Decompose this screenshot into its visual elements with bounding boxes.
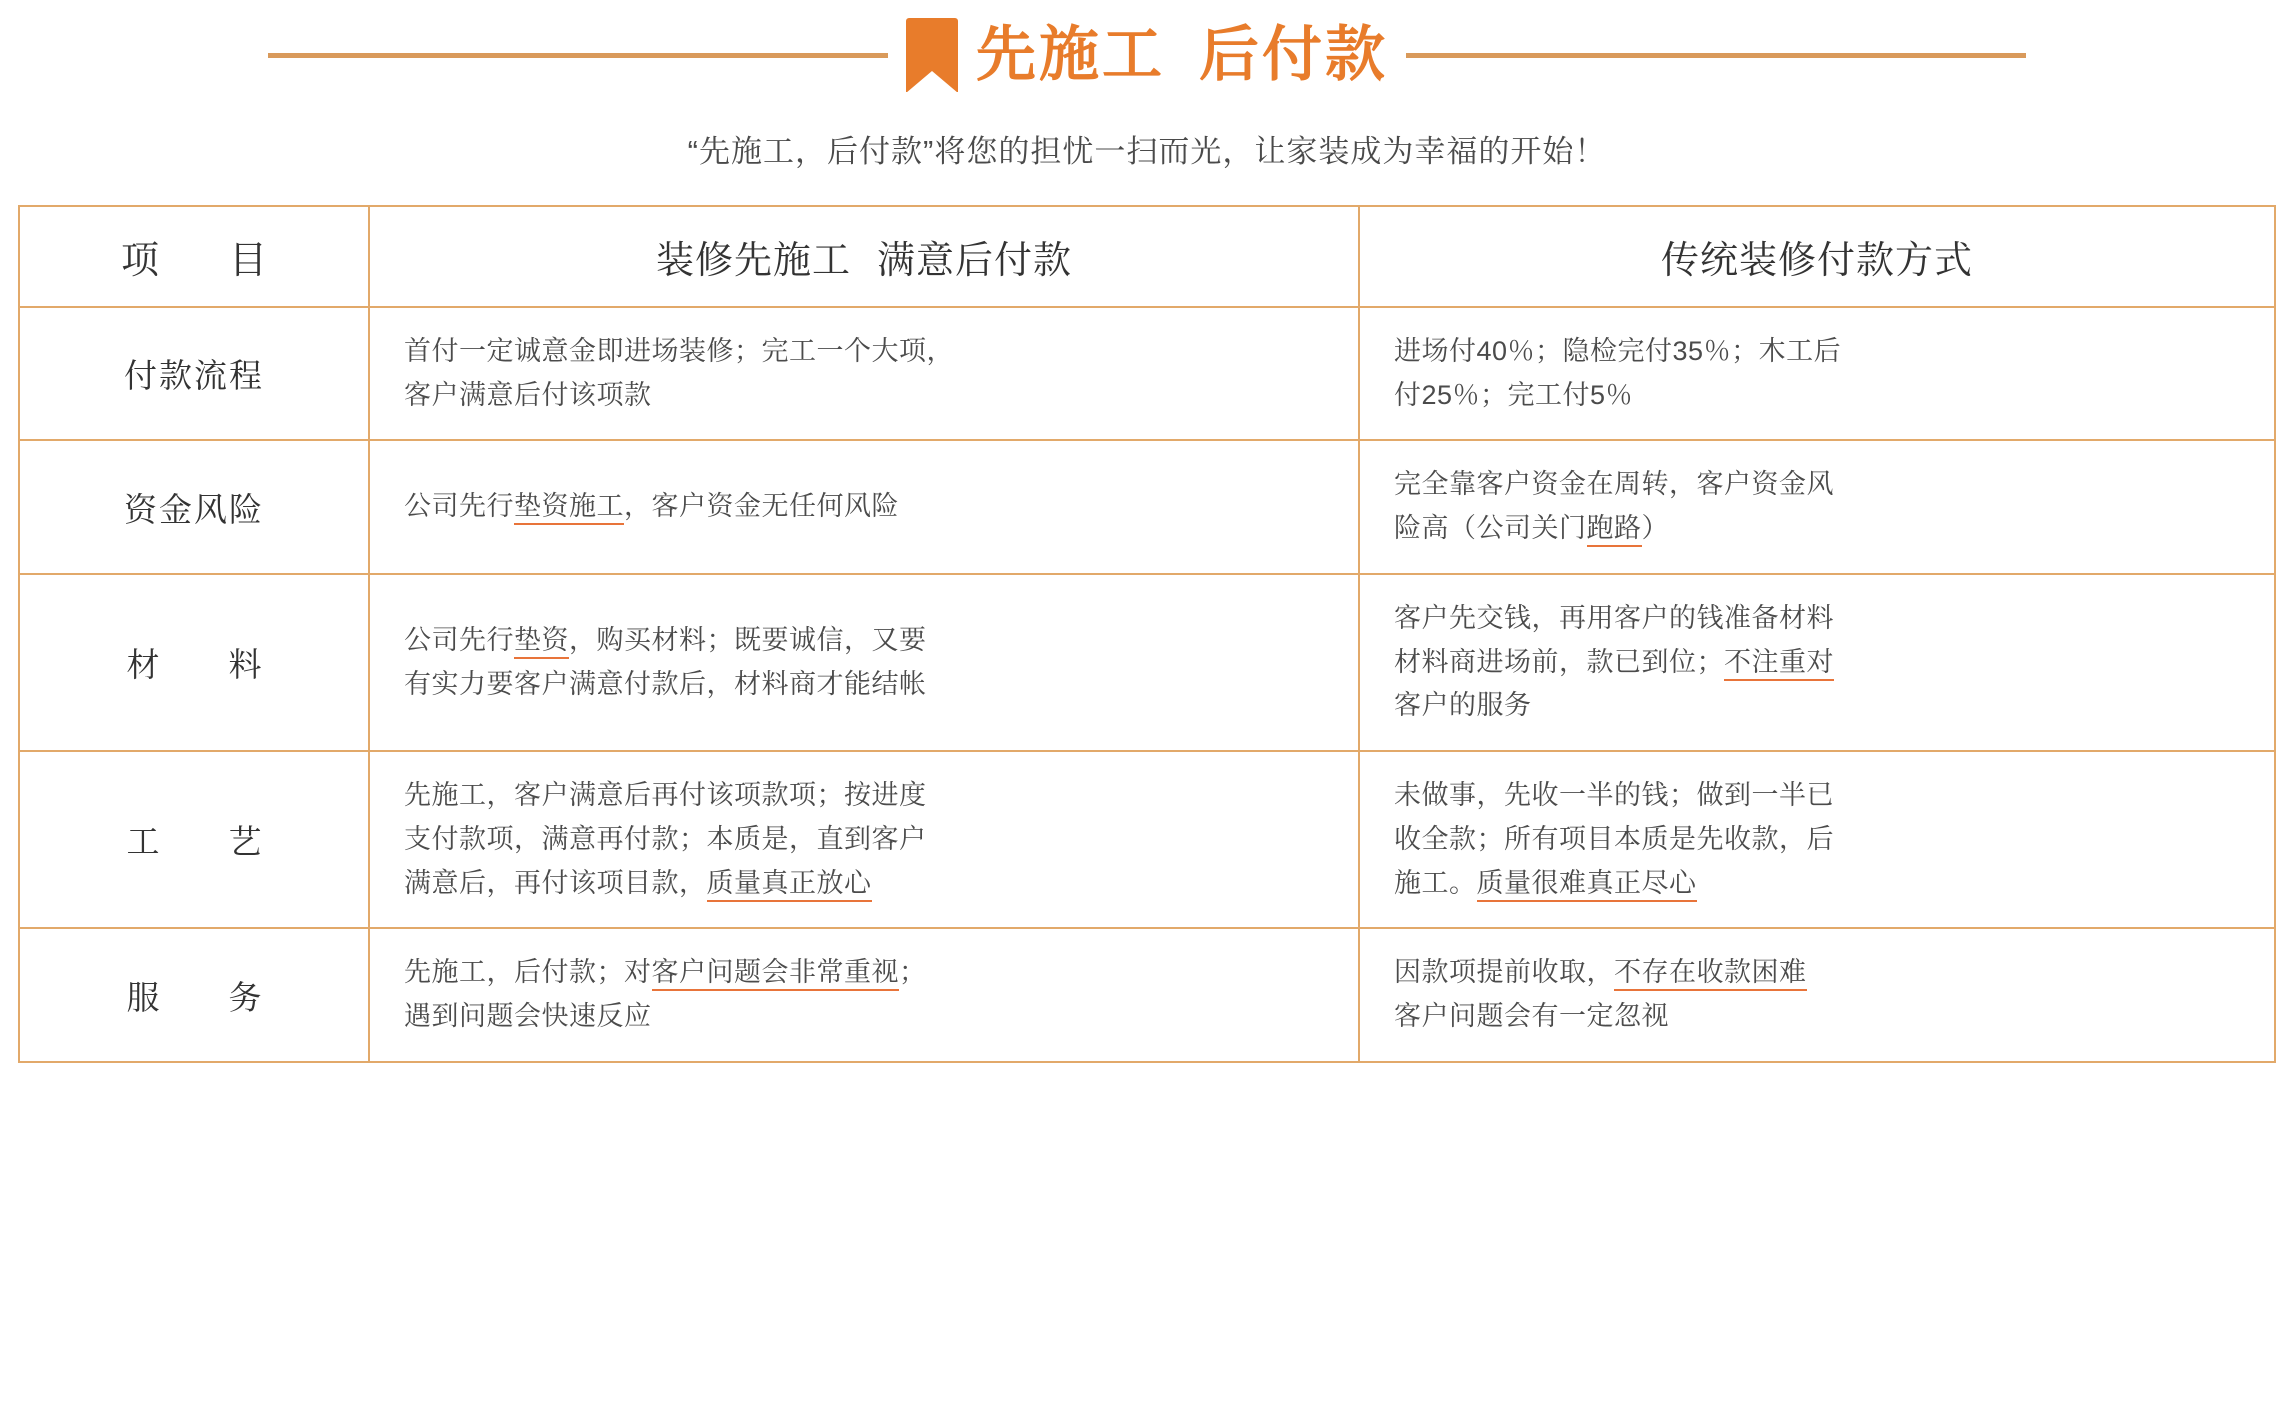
- new-way-emphasis: 垫资: [514, 625, 569, 659]
- new-way-text: [404, 774, 1324, 905]
- table-row: [19, 928, 2275, 1061]
- old-way-line-text: 材料商进场前，款已到位；: [1394, 646, 1724, 677]
- page-subtitle: “先施工，后付款”将您的担忧一扫而光，让家装成为幸福的开始！: [687, 134, 1607, 169]
- page-header: [0, 0, 2294, 110]
- page-title-part1: 先施工: [976, 21, 1165, 88]
- old-way-emphasis: 跑路: [1587, 513, 1642, 547]
- row-old-way-cell: [1359, 751, 2275, 928]
- row-label: 工 艺: [126, 823, 280, 861]
- new-way-line-text: 满意后，再付该项目款，: [404, 867, 707, 898]
- old-way-line: [1394, 774, 2240, 818]
- table-header-row: [19, 206, 2275, 307]
- table-body: [19, 307, 2275, 1062]
- new-way-line: [404, 619, 1324, 663]
- header-cell-new-way: [369, 206, 1359, 307]
- row-label: 付款流程: [124, 357, 264, 395]
- row-new-way-cell: [369, 307, 1359, 440]
- new-way-text: [404, 951, 1324, 1038]
- new-way-line: [404, 951, 1324, 995]
- new-way-text: [404, 485, 1324, 529]
- header-item-label: 项 目: [120, 240, 283, 282]
- header-cell-old-way: [1359, 206, 2275, 307]
- table-row: [19, 440, 2275, 573]
- new-way-line-text: 遇到问题会快速反应: [404, 1001, 652, 1032]
- header-old-way-label: 传统装修付款方式: [1660, 240, 1973, 282]
- comparison-table-wrapper: [0, 205, 2294, 1063]
- old-way-line: [1394, 597, 2240, 641]
- new-way-line-tail: ，购买材料；既要诚信，又要: [569, 624, 927, 655]
- old-way-line-text: 未做事，先收一半的钱；做到一半已: [1394, 780, 1834, 811]
- old-way-line: [1394, 330, 2240, 374]
- header-rule-left: [268, 53, 888, 58]
- new-way-text: [404, 330, 1324, 417]
- new-way-line-text: 公司先行: [404, 624, 514, 655]
- new-way-line: [404, 818, 1324, 862]
- row-new-way-cell: [369, 928, 1359, 1061]
- new-way-line-tail: ；: [899, 957, 927, 988]
- old-way-line: [1394, 374, 2240, 418]
- new-way-line: [404, 485, 1324, 529]
- row-old-way-cell: [1359, 440, 2275, 573]
- new-way-line-text: 支付款项，满意再付款；本质是，直到客户: [404, 823, 927, 854]
- new-way-line: [404, 663, 1324, 707]
- new-way-emphasis: 客户问题会非常重视: [652, 957, 900, 991]
- row-label: 资金风险: [124, 490, 264, 528]
- new-way-text: [404, 619, 1324, 706]
- new-way-line: [404, 374, 1324, 418]
- row-label-cell: [19, 440, 369, 573]
- old-way-line-text: 险高（公司关门: [1394, 513, 1587, 544]
- old-way-line: [1394, 684, 2240, 728]
- new-way-line-text: 客户满意后付该项款: [404, 379, 652, 410]
- table-row: [19, 751, 2275, 928]
- old-way-emphasis: 不存在收款困难: [1614, 957, 1807, 991]
- row-label-cell: [19, 574, 369, 751]
- header-rule-right: [1406, 53, 2026, 58]
- old-way-line-text: 收全款；所有项目本质是先收款，后: [1394, 823, 1834, 854]
- header-new-way-part1: 装修先施工: [655, 240, 851, 282]
- new-way-line: [404, 330, 1324, 374]
- row-old-way-cell: [1359, 574, 2275, 751]
- row-label-cell: [19, 751, 369, 928]
- old-way-line-tail: ）: [1641, 513, 1669, 544]
- header-new-way-label: [404, 229, 1324, 284]
- banner-flag-icon: [906, 18, 958, 92]
- old-way-line-text: 客户问题会有一定忽视: [1394, 1001, 1669, 1032]
- new-way-line-text: 先施工，客户满意后再付该项款项；按进度: [404, 780, 927, 811]
- page-title: [976, 21, 1388, 88]
- old-way-line-text: 客户的服务: [1394, 690, 1532, 721]
- old-way-emphasis: 质量很难真正尽心: [1477, 868, 1697, 902]
- new-way-line-tail: ，客户资金无任何风险: [624, 491, 899, 522]
- new-way-line-text: 有实力要客户满意付款后，材料商才能结帐: [404, 668, 927, 699]
- new-way-line: [404, 995, 1324, 1039]
- new-way-line-text: 首付一定诚意金即进场装修；完工一个大项，: [404, 336, 954, 366]
- row-label-cell: [19, 307, 369, 440]
- old-way-text: [1394, 463, 2240, 550]
- row-new-way-cell: [369, 440, 1359, 573]
- old-way-line: [1394, 995, 2240, 1039]
- row-label: 服 务: [126, 978, 280, 1016]
- old-way-line-text: 因款项提前收取，: [1394, 957, 1614, 988]
- old-way-emphasis: 不注重对: [1724, 647, 1834, 681]
- old-way-line: [1394, 951, 2240, 995]
- header-title-group: [906, 18, 1388, 92]
- old-way-line: [1394, 818, 2240, 862]
- row-old-way-cell: [1359, 928, 2275, 1061]
- new-way-line: [404, 774, 1324, 818]
- old-way-line: [1394, 862, 2240, 906]
- old-way-line-text: 付25％；完工付5％: [1394, 379, 1634, 410]
- new-way-emphasis: 垫资施工: [514, 491, 624, 525]
- table-row: [19, 574, 2275, 751]
- old-way-line-text: 施工。: [1394, 867, 1477, 898]
- row-old-way-cell: [1359, 307, 2275, 440]
- old-way-line: [1394, 641, 2240, 685]
- old-way-text: [1394, 774, 2240, 905]
- old-way-line-text: 客户先交钱，再用客户的钱准备材料: [1394, 602, 1834, 633]
- old-way-line-text: 进场付40％；隐检完付35％；木工后: [1394, 336, 1842, 366]
- old-way-text: [1394, 597, 2240, 728]
- row-new-way-cell: [369, 574, 1359, 751]
- header-cell-item: [19, 206, 369, 307]
- old-way-line: [1394, 507, 2240, 551]
- old-way-line-text: 完全靠客户资金在周转，客户资金风: [1394, 469, 1834, 500]
- old-way-text: [1394, 330, 2240, 417]
- row-label-cell: [19, 928, 369, 1061]
- comparison-table: [18, 205, 2276, 1063]
- old-way-text: [1394, 951, 2240, 1038]
- new-way-line-text: 先施工，后付款；对: [404, 957, 652, 988]
- new-way-line: [404, 862, 1324, 906]
- table-row: [19, 307, 2275, 440]
- new-way-emphasis: 质量真正放心: [707, 868, 872, 902]
- new-way-line-text: 公司先行: [404, 491, 514, 522]
- old-way-line: [1394, 463, 2240, 507]
- header-new-way-part2: 满意后付款: [877, 240, 1073, 282]
- row-label: 材 料: [126, 646, 280, 684]
- row-new-way-cell: [369, 751, 1359, 928]
- page-title-part2: 后付款: [1199, 21, 1388, 88]
